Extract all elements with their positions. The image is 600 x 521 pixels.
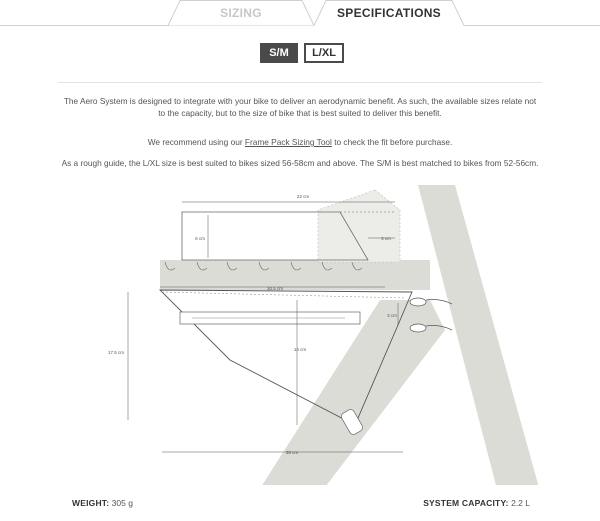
- dim-height-inner-label: 14 cm: [293, 347, 307, 352]
- weight-spec: [72, 498, 133, 508]
- seat-cluster: [318, 190, 400, 262]
- frame-bag-zip-line: [162, 292, 405, 298]
- section-divider: [58, 82, 542, 83]
- dim-middle-label: 30.5 cm: [266, 286, 284, 291]
- dim-right-small-label: 3 cm: [381, 236, 391, 241]
- sizing-tool-link[interactable]: Frame Pack Sizing Tool: [244, 137, 332, 147]
- top-tube: [160, 260, 430, 290]
- dim-front-label: 3 cm: [387, 313, 397, 318]
- capacity-label: SYSTEM CAPACITY:: [423, 498, 509, 508]
- tab-specifications[interactable]: [314, 0, 464, 26]
- dim-top-label: 22 cm: [296, 194, 310, 199]
- tab-sizing-label: SIZING: [220, 6, 262, 20]
- dim-left-small-label: 6 cm: [195, 236, 205, 241]
- size-lxl-button[interactable]: L/XL: [304, 43, 344, 63]
- weight-label: WEIGHT:: [72, 498, 110, 508]
- recommend-text-before: We recommend using our: [147, 137, 245, 147]
- tab-bar: [0, 0, 600, 26]
- weight-value: 305 g: [111, 498, 133, 508]
- tab-sizing[interactable]: [168, 0, 314, 26]
- size-toggle: [260, 43, 344, 63]
- frame-pack-diagram: [0, 185, 600, 485]
- guide-paragraph: As a rough guide, the L/XL size is best suited to bikes sized 56-58cm and above. The S/M is best matched to bikes from 52-56cm.: [61, 158, 539, 168]
- capacity-value: 2.2 L: [511, 498, 530, 508]
- capacity-spec: [423, 498, 530, 508]
- tab-specifications-label: SPECIFICATIONS: [337, 6, 441, 20]
- recommend-paragraph: [60, 136, 540, 148]
- recommend-text-after: to check the fit before purchase.: [331, 137, 453, 147]
- size-sm-button[interactable]: S/M: [260, 43, 298, 63]
- intro-paragraph: The Aero System is designed to integrate with your bike to deliver an aerodynamic benefit. As such, the available sizes relate not to the capacity, but to the size of bike that is best suited to deliver this benefit.: [63, 96, 537, 118]
- dim-bottom-label: 35 cm: [285, 450, 299, 455]
- dim-height-outer-label: 17.5 cm: [107, 350, 124, 355]
